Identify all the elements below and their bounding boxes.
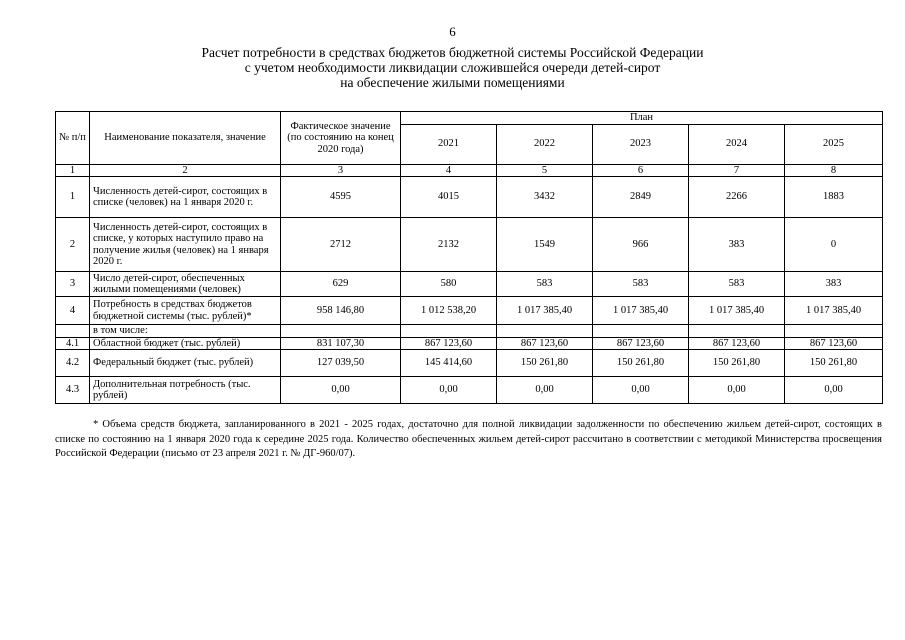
row-value: 0: [785, 218, 883, 272]
table-row: [56, 337, 883, 350]
column-index: 8: [785, 164, 883, 177]
row-value: 583: [689, 272, 785, 297]
header-year: 2022: [497, 124, 593, 164]
row-num: 4.1: [56, 337, 90, 350]
row-name: Численность детей-сирот, состоящих в списке (человек) на 1 января 2020 г.: [90, 177, 281, 218]
title-line-3: на обеспечение жилыми помещениями: [340, 75, 565, 90]
row-value: 1 017 385,40: [593, 297, 689, 325]
row-value: 2849: [593, 177, 689, 218]
row-value: 0,00: [785, 377, 883, 404]
header-year: 2023: [593, 124, 689, 164]
row-name: Численность детей-сирот, состоящих в списке, у которых наступило право на получение жилья (человек) на 1 января 2020 г.: [90, 218, 281, 272]
row-actual: 831 107,30: [281, 337, 401, 350]
row-value: 2132: [401, 218, 497, 272]
row-value: 150 261,80: [689, 350, 785, 377]
row-value: 966: [593, 218, 689, 272]
row-actual: 0,00: [281, 377, 401, 404]
row-value: 383: [785, 272, 883, 297]
row-value: 1549: [497, 218, 593, 272]
row-value: 583: [497, 272, 593, 297]
row-value: [401, 325, 497, 338]
header-year: 2024: [689, 124, 785, 164]
footnote: [55, 418, 882, 462]
row-num: 4.2: [56, 350, 90, 377]
row-num: 2: [56, 218, 90, 272]
row-value: 867 123,60: [497, 337, 593, 350]
row-actual: 958 146,80: [281, 297, 401, 325]
row-value: 3432: [497, 177, 593, 218]
row-value: 0,00: [401, 377, 497, 404]
row-value: 0,00: [497, 377, 593, 404]
row-actual: 4595: [281, 177, 401, 218]
column-index: 6: [593, 164, 689, 177]
header-num: № п/п: [56, 112, 90, 165]
row-value: 1 017 385,40: [785, 297, 883, 325]
column-index: 7: [689, 164, 785, 177]
row-value: [593, 325, 689, 338]
row-value: 1 017 385,40: [689, 297, 785, 325]
table-row: [56, 272, 883, 297]
row-value: 580: [401, 272, 497, 297]
column-index: 1: [56, 164, 90, 177]
row-value: 150 261,80: [497, 350, 593, 377]
row-actual: 629: [281, 272, 401, 297]
row-name: Потребность в средствах бюджетов бюджетной системы (тыс. рублей)*: [90, 297, 281, 325]
row-actual: [281, 325, 401, 338]
table-row: [56, 177, 883, 218]
row-num: 1: [56, 177, 90, 218]
page-number: 6: [449, 24, 456, 39]
budget-table: [55, 111, 883, 404]
column-index: 3: [281, 164, 401, 177]
header-plan: План: [401, 112, 883, 125]
row-name: Федеральный бюджет (тыс. рублей): [90, 350, 281, 377]
column-index-row: [56, 164, 883, 177]
row-value: 4015: [401, 177, 497, 218]
column-index: 2: [90, 164, 281, 177]
column-index: 5: [497, 164, 593, 177]
header-year: 2025: [785, 124, 883, 164]
row-name: Дополнительная потребность (тыс. рублей): [90, 377, 281, 404]
row-value: [785, 325, 883, 338]
table-row: [56, 297, 883, 325]
table-row: [56, 350, 883, 377]
header-name: Наименование показателя, значение: [90, 112, 281, 165]
title-line-1: Расчет потребности в средствах бюджетов бюджетной системы Российской Федерации: [201, 45, 704, 60]
header-year: 2021: [401, 124, 497, 164]
footnote-text: * Объема средств бюджета, запланированного в 2021 - 2025 годах, достаточно для полной ликвидации задолженности по обеспечению жильем детей-сирот, состоящих в списке по состоянию на 1 января 2020 года к середине 2025 года. Количество обеспеченных жильем детей-сирот рассчитано в соответствии с методикой Министерства просвещения Российской Федерации (письмо от 23 апреля 2021 г. № ДГ-960/07).: [55, 419, 882, 459]
row-value: 583: [593, 272, 689, 297]
row-value: 383: [689, 218, 785, 272]
row-value: 1 012 538,20: [401, 297, 497, 325]
row-name: Областной бюджет (тыс. рублей): [90, 337, 281, 350]
row-value: 1883: [785, 177, 883, 218]
row-name: Число детей-сирот, обеспеченных жилыми помещениями (человек): [90, 272, 281, 297]
row-name: в том числе:: [90, 325, 281, 338]
row-actual: 2712: [281, 218, 401, 272]
row-value: 150 261,80: [785, 350, 883, 377]
row-value: 867 123,60: [689, 337, 785, 350]
table-row: [56, 218, 883, 272]
row-num: [56, 325, 90, 338]
table-row: [56, 325, 883, 338]
column-index: 4: [401, 164, 497, 177]
row-value: 867 123,60: [785, 337, 883, 350]
row-value: 867 123,60: [401, 337, 497, 350]
row-value: 2266: [689, 177, 785, 218]
title-line-2: с учетом необходимости ликвидации сложившейся очереди детей-сирот: [244, 60, 661, 75]
header-actual: Фактическое значение (по состоянию на конец 2020 года): [281, 112, 401, 165]
row-num: 3: [56, 272, 90, 297]
row-value: [497, 325, 593, 338]
row-value: 145 414,60: [401, 350, 497, 377]
document-title: [0, 45, 905, 90]
row-value: 0,00: [593, 377, 689, 404]
row-num: 4.3: [56, 377, 90, 404]
row-actual: 127 039,50: [281, 350, 401, 377]
row-value: 1 017 385,40: [497, 297, 593, 325]
row-value: 867 123,60: [593, 337, 689, 350]
row-value: 0,00: [689, 377, 785, 404]
table-row: [56, 377, 883, 404]
row-value: 150 261,80: [593, 350, 689, 377]
row-value: [689, 325, 785, 338]
row-num: 4: [56, 297, 90, 325]
